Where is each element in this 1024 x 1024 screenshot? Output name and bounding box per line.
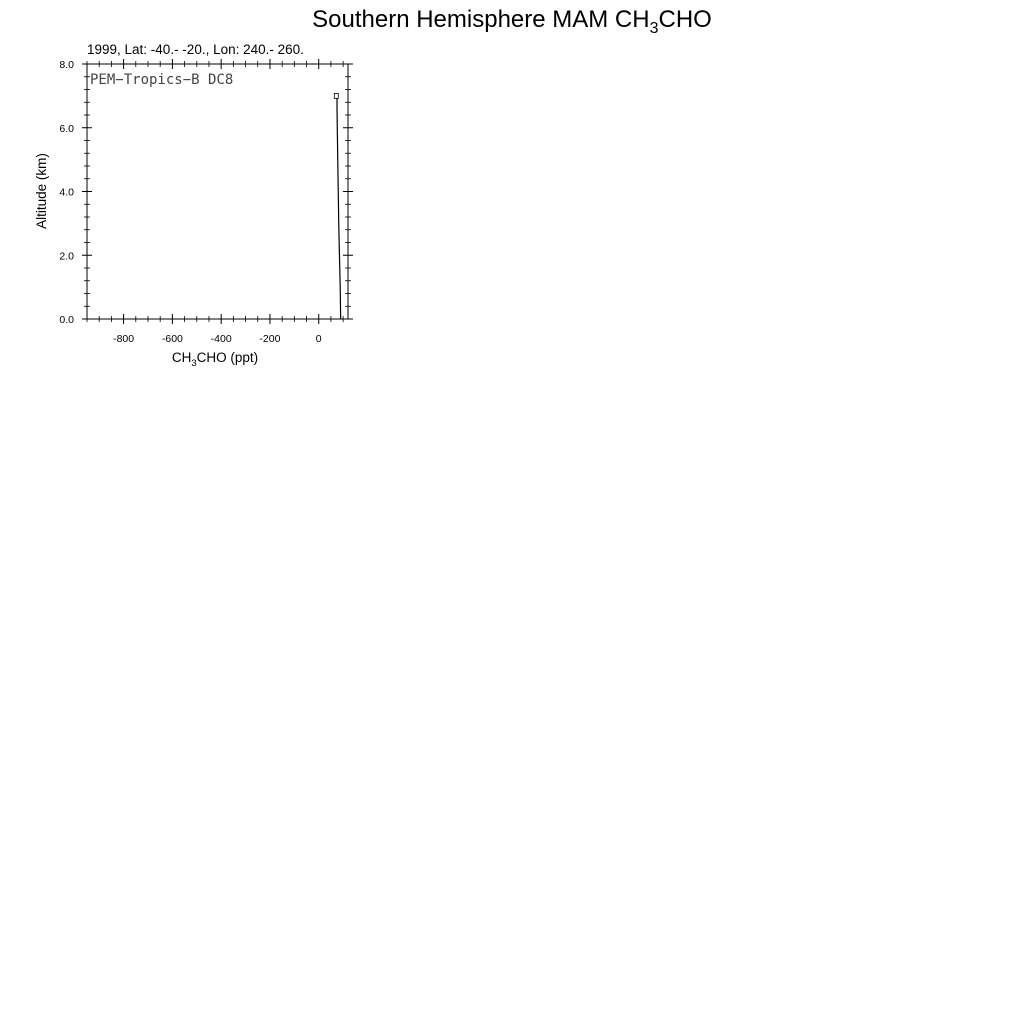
plot-area xyxy=(59,59,353,345)
x-axis-label: $CH_3CHO$ (ppt) xyxy=(171,350,259,369)
x-tick-label: -600 xyxy=(161,333,183,345)
x-tick-label: -800 xyxy=(113,333,135,345)
plot-frame xyxy=(87,64,348,319)
chart-title: Southern Hemisphere MAM $CH_3CHO$ xyxy=(312,6,712,37)
x-tick-label: -200 xyxy=(259,333,281,345)
y-tick-label: 0.0 xyxy=(59,314,74,326)
y-tick-label: 6.0 xyxy=(59,122,74,135)
y-tick-label: 4.0 xyxy=(59,186,74,199)
chart-annotation: PEM−Tropics−B DC8 xyxy=(90,72,234,88)
y-axis-label: Altitude (km) xyxy=(34,153,49,229)
chart-subtitle: 1999, Lat: -40.- -20., Lon: 240.- 260. xyxy=(87,42,304,57)
profile-line xyxy=(337,96,341,319)
x-tick-label: 0 xyxy=(315,333,322,345)
data-marker xyxy=(334,93,338,98)
y-tick-label: 2.0 xyxy=(59,250,74,263)
y-tick-label: 8.0 xyxy=(59,59,74,71)
x-tick-label: -400 xyxy=(210,333,232,345)
